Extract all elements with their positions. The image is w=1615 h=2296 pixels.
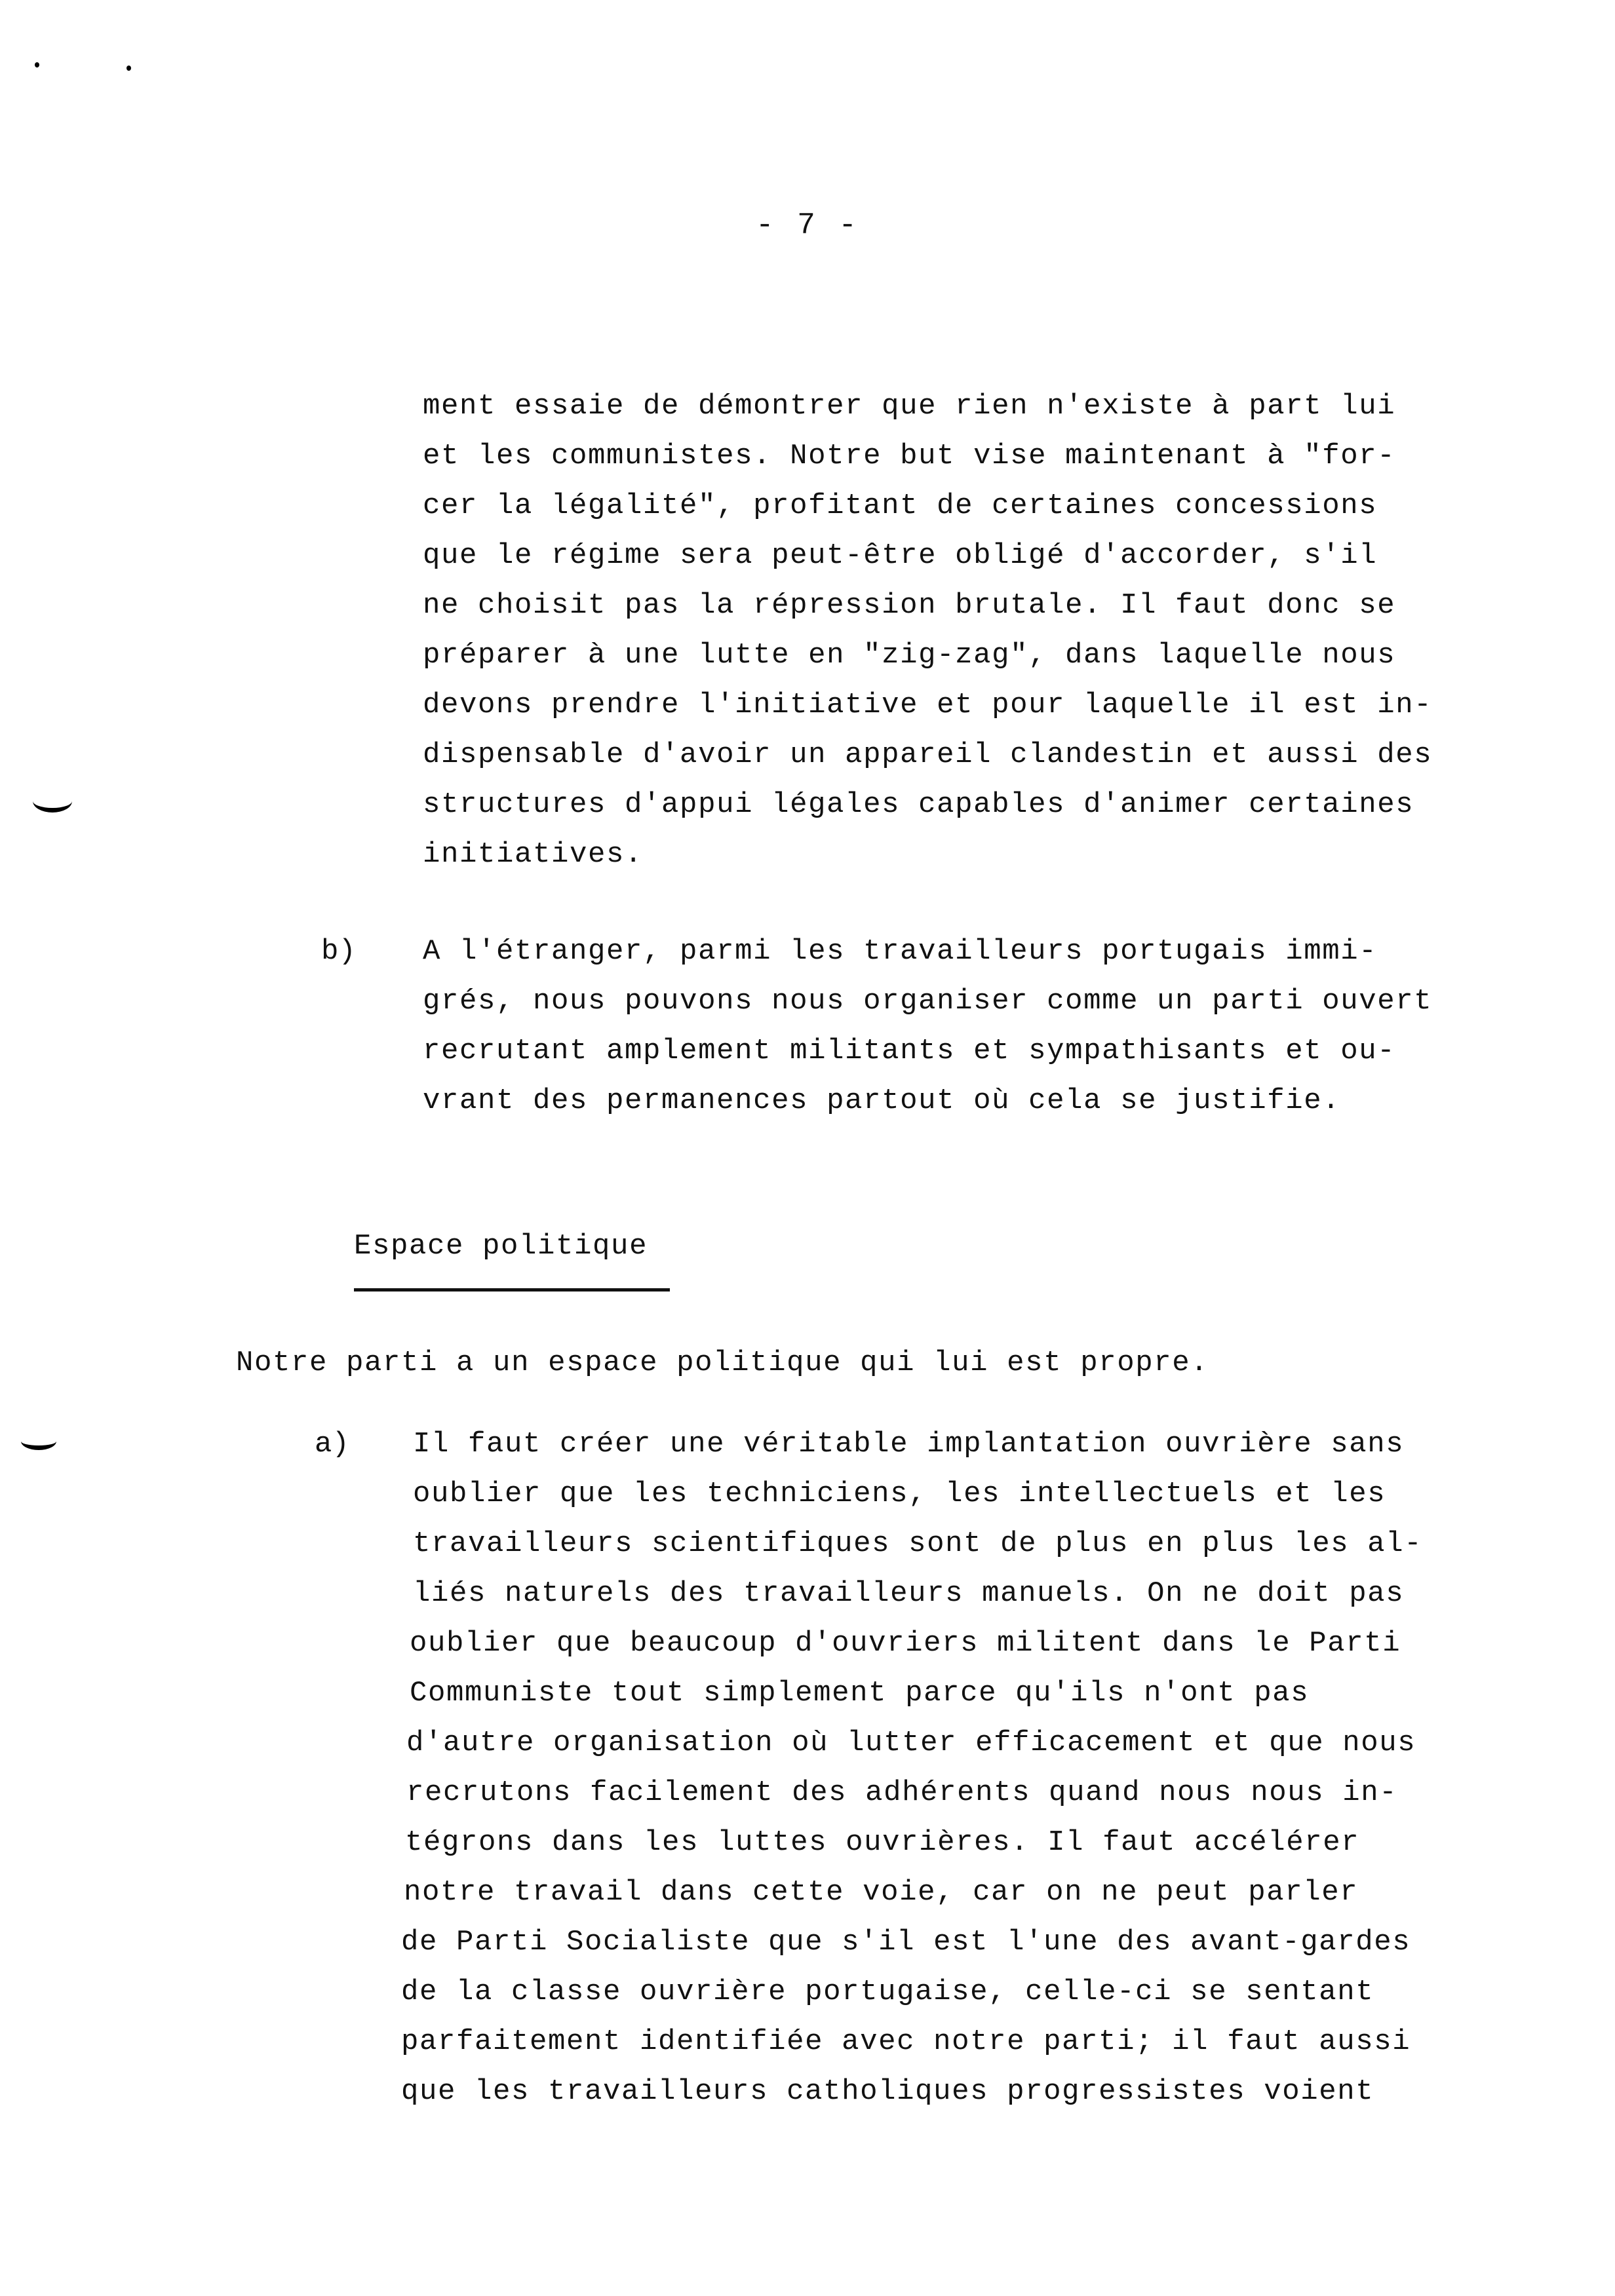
section-intro: Notre parti a un espace politique qui lui est propre. xyxy=(236,1347,1209,1379)
margin-mark xyxy=(21,1432,56,1450)
text-line: Communiste tout simplement parce qu'ils n'ont pas xyxy=(410,1677,1310,1710)
text-line: ment essaie de démontrer que rien n'existe à part lui xyxy=(423,390,1396,423)
text-line: de Parti Socialiste que s'il est l'une des avant-gardes xyxy=(401,1926,1411,1959)
scan-speck xyxy=(35,62,39,67)
margin-mark xyxy=(33,790,72,813)
text-line: que le régime sera peut-être obligé d'accorder, s'il xyxy=(423,539,1378,572)
text-line: cer la légalité", profitant de certaines concessions xyxy=(423,489,1378,522)
text-line: et les communistes. Notre but vise maintenant à "for- xyxy=(423,440,1396,472)
text-line: travailleurs scientifiques sont de plus en plus les al- xyxy=(413,1527,1423,1560)
section-heading: Espace politique xyxy=(354,1230,648,1263)
page-number: - 7 - xyxy=(755,208,860,242)
text-line: Il faut créer une véritable implantation ouvrière sans xyxy=(413,1428,1405,1461)
text-line: que les travailleurs catholiques progressistes voient xyxy=(401,2075,1374,2108)
text-line: recrutons facilement des adhérents quand nous nous in- xyxy=(406,1776,1398,1809)
text-line: préparer à une lutte en "zig-zag", dans laquelle nous xyxy=(423,639,1396,672)
text-line: A l'étranger, parmi les travailleurs portugais immi- xyxy=(423,935,1378,968)
heading-underline xyxy=(354,1288,670,1292)
list-item-label: a) xyxy=(315,1428,349,1461)
list-item-label: b) xyxy=(321,935,356,968)
text-line: tégrons dans les luttes ouvrières. Il faut accélérer xyxy=(405,1826,1360,1859)
text-line: devons prendre l'initiative et pour laquelle il est in- xyxy=(423,689,1433,721)
text-line: oublier que les techniciens, les intellectuels et les xyxy=(413,1478,1386,1510)
text-line: liés naturels des travailleurs manuels. On ne doit pas xyxy=(413,1577,1405,1610)
text-line: ne choisit pas la répression brutale. Il faut donc se xyxy=(423,589,1396,622)
scan-speck xyxy=(126,66,131,71)
text-line: d'autre organisation où lutter efficacement et que nous xyxy=(406,1727,1416,1759)
text-line: recrutant amplement militants et sympathisants et ou- xyxy=(423,1035,1396,1067)
text-line: structures d'appui légales capables d'animer certaines xyxy=(423,788,1414,821)
text-line: dispensable d'avoir un appareil clandestin et aussi des xyxy=(423,738,1433,771)
text-line: initiatives. xyxy=(423,838,644,871)
text-line: vrant des permanences partout où cela se justifie. xyxy=(423,1084,1341,1117)
text-line: notre travail dans cette voie, car on ne peut parler xyxy=(404,1876,1359,1909)
text-line: grés, nous pouvons nous organiser comme un parti ouvert xyxy=(423,985,1433,1018)
text-line: oublier que beaucoup d'ouvriers militent dans le Parti xyxy=(410,1627,1401,1660)
text-line: de la classe ouvrière portugaise, celle-ci se sentant xyxy=(401,1976,1374,2008)
text-line: parfaitement identifiée avec notre parti; il faut aussi xyxy=(401,2025,1411,2058)
